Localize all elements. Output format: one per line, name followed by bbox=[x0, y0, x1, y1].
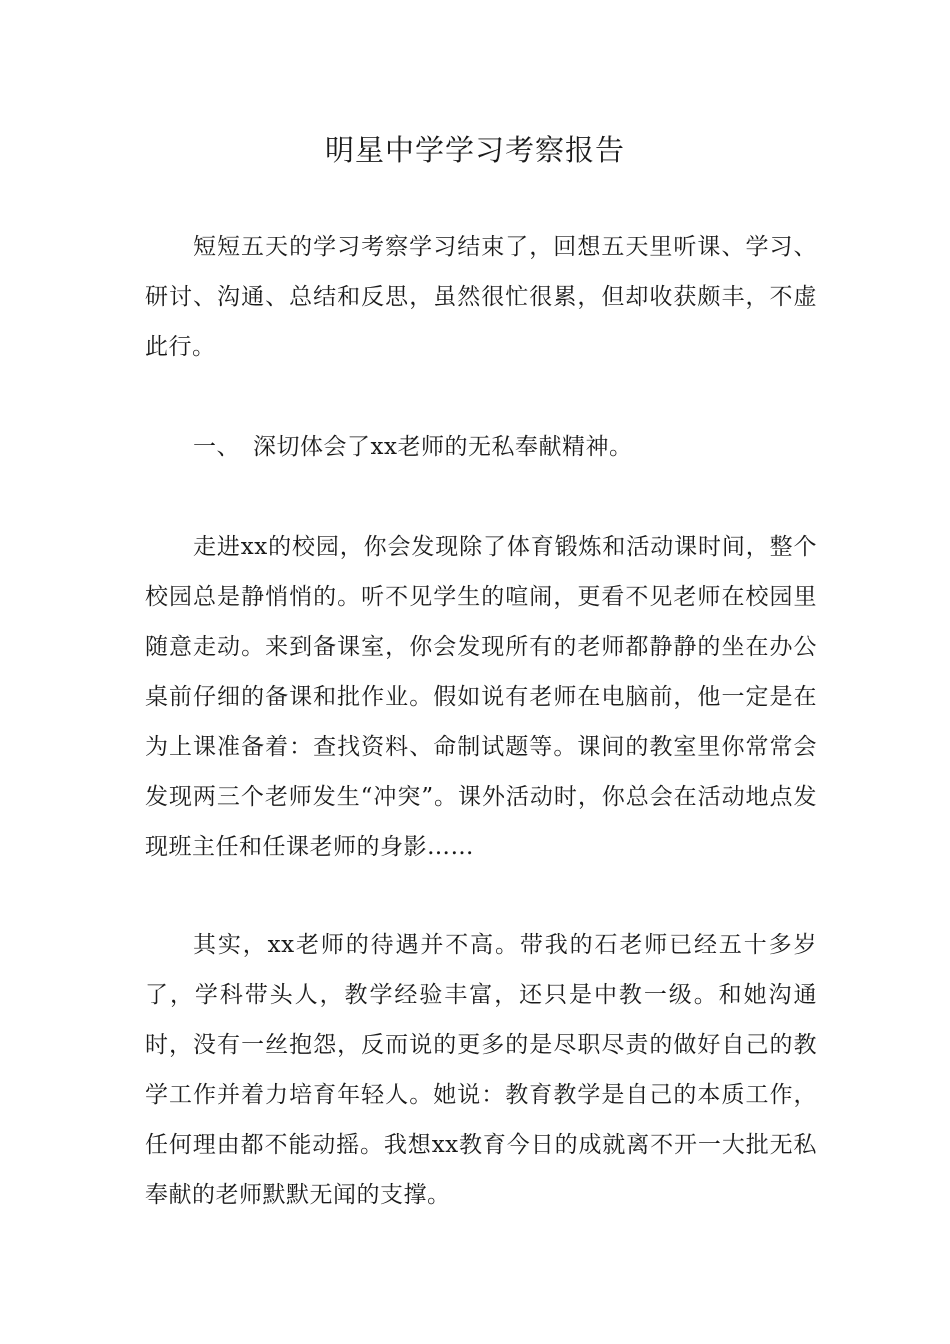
section-heading-text: 深切体会了xx老师的无私奉献精神。 bbox=[253, 434, 633, 460]
document-title: 明星中学学习考察报告 bbox=[324, 133, 625, 167]
body-paragraph-campus: 走进xx的校园，你会发现除了体育锻炼和活动课时间，整个校园总是静悄悄的。听不见学生的喧闹，更看不见老师在校园里随意走动。来到备课室，你会发现所有的老师都静静的坐在办公桌前仔细的备课和批作业。假如说有老师在电脑前，他一定是在为上课准备着：查找资料、命制试题等。课间的教室里你常常会发现两三个老师发生“冲突”。课外活动时，你总会在活动地点发现班主任和任课老师的身影…… bbox=[145, 534, 817, 860]
intro-paragraph: 短短五天的学习考察学习结束了，回想五天里听课、学习、研讨、沟通、总结和反思，虽然很忙很累，但却收获颇丰，不虚此行。 bbox=[145, 234, 817, 360]
section-heading-number: 一、 bbox=[193, 434, 240, 460]
section-heading bbox=[145, 422, 817, 472]
body-paragraph-teachers: 其实，xx老师的待遇并不高。带我的石老师已经五十多岁了，学科带头人，教学经验丰富，还只是中教一级。和她沟通时，没有一丝抱怨，反而说的更多的是尽职尽责的做好自己的教学工作并着力培育年轻人。她说：教育教学是自己的本质工作，任何理由都不能动摇。我想xx教育今日的成就离不开一大批无私奉献的老师默默无闻的支撑。 bbox=[145, 932, 817, 1208]
